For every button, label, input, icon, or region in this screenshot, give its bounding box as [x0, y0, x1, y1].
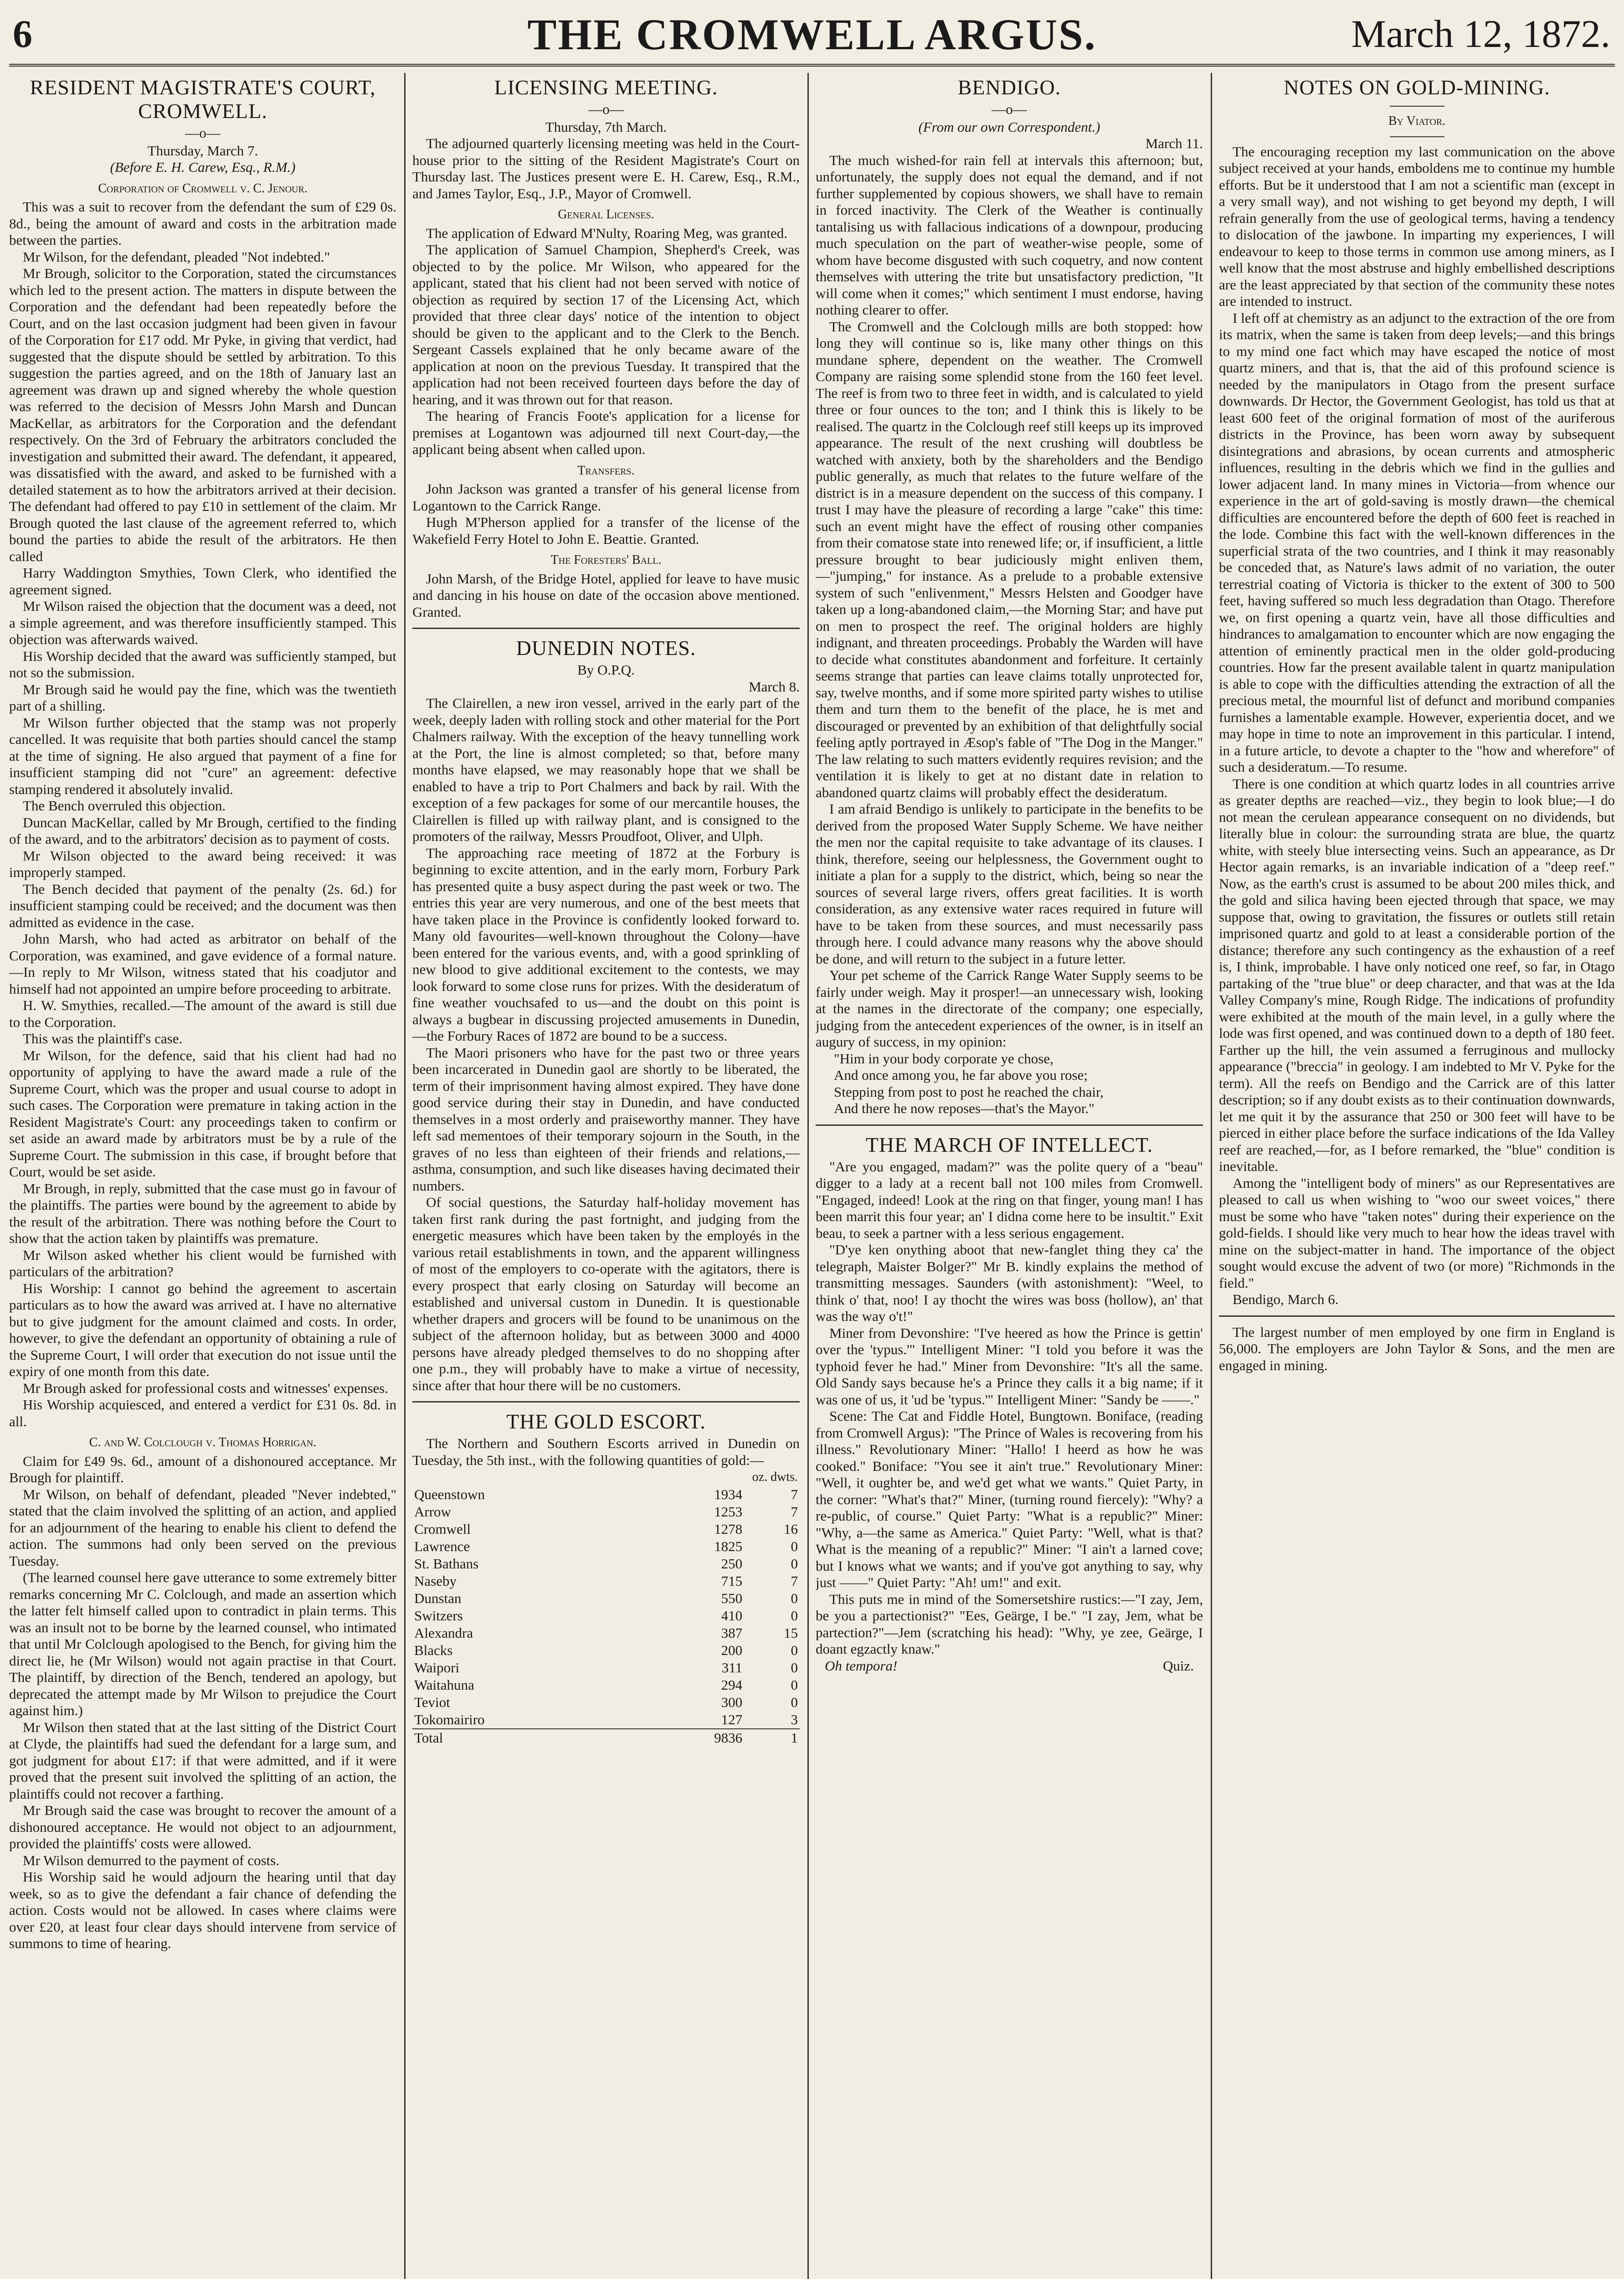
table-row: [412, 1503, 800, 1521]
paragraph: Mr Brough said he would pay the fine, which was the twentieth part of a shilling.: [9, 681, 396, 714]
escort-dwt: 7: [791, 1573, 798, 1589]
escort-oz: 127: [721, 1712, 743, 1727]
dunedin-heading: DUNEDIN NOTES.: [516, 636, 696, 660]
section-divider: [412, 1401, 800, 1402]
paragraph: The Maori prisoners who have for the past two or three years been incarcerated in Dunedin gaol are shortly to be liberated, the term of their imprisonment having almost expired. They have done good service during their stay in Dunedin, and have conducted themselves in a most orderly and praiseworthy manner. They have left sad mementoes of their temporary sojourn in the South, in the graves of no less than eighteen of their friends and relations,—asthma, consumption, and such like diseases having decimated their numbers.: [412, 1044, 800, 1194]
paragraph: Miner from Devonshire: "I've heered as how the Prince is gettin' over the 'typus.'" Intelligent Miner: "I told you before it was the typhoid fever he had." Miner from Devonshire: "It's all the same. Old Sandy says because he's a Prince they calls it a big name; if it was one of us, it 'ud be 'typus.'" Intelligent Miner: "Sandy be ——.": [816, 1325, 1203, 1408]
paragraph: H. W. Smythies, recalled.—The amount of the award is still due to the Corporation.: [9, 997, 396, 1030]
paragraph: Mr Brough said the case was brought to recover the amount of a dishonoured acceptance. He would not object to an adjournment, provided the plaintiffs' costs were allowed.: [9, 1802, 396, 1851]
bendigo-date: March 11.: [1145, 135, 1203, 151]
paragraph: "D'ye ken onything aboot that new-fanglet thing they ca' the telegraph, Maister Bolger?" Mr B. kindly explains the method of transmitting messages. Saunders (with astonishment): "Weel, to think o' that, noo! I ay thocht the wires was boss (hollow), an' that was the way o't!": [816, 1242, 1203, 1324]
paragraph: The encouraging reception my last communication on the above subject received at your hands, emboldens me to continue my humble efforts. But be it understood that I am not a scientific man (except in a very small way), and not wishing to get beyond my depth, I will refrain generally from the use of geological terms, having a tendency to dislocation of the jawbone. In imparting my experiences, I will endeavour to keep to those terms in common use among miners, as I well know that the most abstruse and highly embellished descriptions are the least appreciated by that section of the community these notes are intended to instruct.: [1219, 143, 1615, 309]
escort-oz: 1825: [714, 1538, 743, 1554]
short-rule: [1390, 136, 1444, 137]
escort-oz: 715: [721, 1573, 743, 1589]
paragraph: Mr Brough, in reply, submitted that the case must go in favour of the plaintiffs. The parties were bound by the agreement to abide by the result of the arbitration. There was nothing before the Court to show that the action taken by plaintiffs was premature.: [9, 1180, 396, 1246]
table-row: [412, 1486, 800, 1503]
ball-paragraph: John Marsh, of the Bridge Hotel, applied for leave to have music and dancing in his house on date of the occasion above mentioned. Granted.: [412, 570, 800, 620]
page-number: 6: [13, 12, 32, 56]
escort-oz: 250: [721, 1556, 743, 1572]
licensing-dateline: Thursday, 7th March.: [545, 119, 667, 135]
escort-intro: The Northern and Southern Escorts arrived in Dunedin on Tuesday, the 5th inst., with the following quantities of gold:—: [412, 1435, 800, 1468]
bendigo-byline: (From our own Correspondent.): [918, 119, 1100, 135]
table-row: [412, 1538, 800, 1555]
escort-oz: 410: [721, 1608, 743, 1624]
paragraph: Mr Brough, solicitor to the Corporation, stated the circumstances which led to the present action. The matters in dispute between the Corporation and the defendant had been repeatedly before the Court, and on the last occasion judgment had been given in favour of the Corporation for £17 odd. Mr Pyke, in giving that verdict, had suggested that the dispute should be settled by arbitration. To this suggestion the parties agreed, and on the 18th of January last an agreement was drawn up and signed whereby the whole question was referred to the decision of Messrs John Marsh and Duncan MacKellar, as arbitrators for the Corporation and the defendant respectively. On the 3rd of February the arbitrators concluded the investigation and submitted their award. The defendant, it appeared, was dissatisfied with the award, and asked to be furnished with a detailed statement as to how the arbitrators arrived at their decision. The defendant had offered to pay £10 in settlement of the claim. Mr Brough quoted the last clause of the agreement referred to, which bound the parties to abide the result of the arbitrators. He then called: [9, 265, 396, 564]
dash-ornament: —o—: [588, 101, 624, 117]
escort-place: Tokomairiro: [414, 1712, 485, 1727]
march-heading: THE MARCH OF INTELLECT.: [865, 1133, 1153, 1156]
column-bendigo-march: [816, 73, 1203, 2279]
escort-dwt: 7: [791, 1486, 798, 1502]
escort-place: Queenstown: [414, 1486, 485, 1502]
escort-dwt: 16: [784, 1521, 798, 1537]
paragraph: Mr Brough asked for professional costs and witnesses' expenses.: [23, 1380, 388, 1396]
table-row: [412, 1676, 800, 1694]
escort-oz: 294: [721, 1677, 743, 1693]
paragraph: Harry Waddington Smythies, Town Clerk, who identified the agreement signed.: [9, 565, 396, 598]
escort-place: Arrow: [414, 1504, 451, 1520]
verse-line: And once among you, he far above you rose;: [834, 1067, 1088, 1083]
paragraph: Duncan MacKellar, called by Mr Brough, certified to the finding of the award, and to the arbitrators' decision as to payment of costs.: [9, 814, 396, 847]
paragraph: The hearing of Francis Foote's application for a license for premises at Logantown was adjourned till next Court-day,—the applicant being absent when called upon.: [412, 408, 800, 457]
table-row: [412, 1659, 800, 1676]
escort-dwt: 0: [791, 1538, 798, 1554]
escort-oz: 387: [721, 1625, 743, 1641]
paragraph: Hugh M'Pherson applied for a transfer of the license of the Wakefield Ferry Hotel to John E. Beattie. Granted.: [412, 514, 800, 547]
paragraph: This was a suit to recover from the defendant the sum of £29 0s. 8d., being the amount of award and costs in the arbitration made between the parties.: [9, 199, 396, 248]
table-row: [412, 1624, 800, 1642]
escort-place: Switzers: [414, 1608, 463, 1624]
bendigo-heading: BENDIGO.: [957, 76, 1061, 99]
gold-escort-table: [412, 1469, 800, 1747]
dunedin-byline: By O.P.Q.: [577, 662, 635, 678]
escort-oz: 1934: [714, 1486, 743, 1502]
table-row: [412, 1590, 800, 1607]
table-row: [412, 1607, 800, 1624]
paragraph: The Bench overruled this objection.: [23, 798, 226, 814]
column-rule: [807, 73, 809, 2279]
paragraph: Claim for £49 9s. 6d., amount of a dishonoured acceptance. Mr Brough for plaintiff.: [9, 1453, 396, 1485]
escort-dwt: 0: [791, 1694, 798, 1710]
verse-line: Stepping from post to post he reached the chair,: [834, 1083, 1104, 1100]
escort-dwt: 0: [791, 1590, 798, 1606]
paragraph: His Worship said he would adjourn the hearing until that day week, so as to give the defendant a fair chance of defending the action. Costs would not be allowed. In cases where claims were over £20, at least four clear days should intervene from service of summons to time of hearing.: [9, 1869, 396, 1951]
escort-oz: 550: [721, 1590, 743, 1606]
dunedin-body: [412, 695, 800, 1394]
case-title: C. and W. Colclough v. Thomas Horrigan.: [89, 1435, 317, 1449]
escort-dwt: 0: [791, 1556, 798, 1572]
escort-oz: 1253: [714, 1504, 743, 1520]
paragraph: Mr Wilson raised the objection that the document was a deed, not a simple agreement, and was therefore insufficiently stamped. This objection was afterwards waived.: [9, 598, 396, 647]
gold-mining-heading: NOTES ON GOLD-MINING.: [1284, 76, 1550, 99]
paragraph: Mr Wilson demurred to the payment of costs.: [23, 1852, 279, 1868]
subhead-general-licenses: General Licenses.: [558, 207, 654, 222]
paragraph: This was the plaintiff's case.: [23, 1031, 183, 1047]
signoff-author: Quiz.: [1162, 1657, 1194, 1674]
licensing-intro: The adjourned quarterly licensing meeting was held in the Court-house prior to the sitting of the Resident Magistrate's Court on Thursday last. The Justices present were E. H. Carew, Esq., R.M., and James Taylor, Esq., J.P., Mayor of Cromwell.: [412, 135, 800, 201]
section-divider: [816, 1124, 1203, 1126]
escort-place: Waitahuna: [414, 1677, 474, 1693]
paragraph: The application of Samuel Champion, Shepherd's Creek, was objected to by the police. Mr Wilson, who appeared for the applicant, stated that his client had not been served with notice of objection as required by section 17 of the Licensing Act, which provided that three clear days' notice of the intention to object should be given to the applicant and to the Clerk to the Bench. Sergeant Cassels explained that he only became aware of the application at noon on the previous Tuesday. It transpired that the application had not been received fourteen days before the day of hearing, and it was thrown out for that reason.: [412, 242, 800, 407]
paragraph: This puts me in mind of the Somersetshire rustics:—"I zay, Jem, be you a partectionist?" "Ees, Geärge, I be." "I zay, Jem, what be partection?"—Jem (scratching his head): "Why, ye zee, Geärge, I doant egzactly knaw.": [816, 1591, 1203, 1657]
section-divider: [1219, 1315, 1615, 1317]
paragraph: Mr Wilson further objected that the stamp was not properly cancelled. It was requisite that both parties should cancel the stamp at the time of signing. He also argued that payment of a fine for insufficient stamping did not "cure" an agreement: defective stamping rendered it absolutely invalid.: [9, 714, 396, 797]
verse: [816, 1051, 1203, 1117]
paragraph: The much wished-for rain fell at intervals this afternoon; but, unfortunately, the supply does not equal the demand, and if not further supplemented by copious showers, we shall have to remain in forced inactivity. The Clerk of the Weather is continually tantalising us with fallacious indications of a downpour, producing much speculation on the part of weather-wise people, some of whom have become disgusted with such coquetry, and now content themselves with uttering the trite but unsatisfactory prediction, "It will come when it comes;" which sentiment I must endorse, having nothing clearer to offer.: [816, 152, 1203, 318]
verse-line: And there he now reposes—that's the Mayor.": [834, 1100, 1095, 1116]
escort-dwt: 3: [791, 1712, 798, 1727]
escort-place: Lawrence: [414, 1538, 470, 1554]
verse-line: "Him in your body corporate ye chose,: [834, 1050, 1054, 1067]
court-heading: RESIDENT MAGISTRATE'S COURT, CROMWELL.: [30, 76, 376, 123]
mining-note: The largest number of men employed by one firm in England is 56,000. The employers are John Taylor & Sons, and the men are engaged in mining.: [1219, 1324, 1615, 1373]
case-body: [9, 1453, 396, 1952]
paragraph: I am afraid Bendigo is unlikely to participate in the benefits to be derived from the proposed Water Supply Scheme. We have neither the men nor the capital requisite to take advantage of its clauses. I think, therefore, seeing our helplessness, the Government ought to initiate a plan for a supply to the district, which, being so near the sources of several large rivers, offers great facilities. It is worth consideration, as any extensive water races required in future will have to be taken from these sources, and must necessarily pass through here. I could advance many reasons why the above should be done, and will return to the subject in a future letter.: [816, 801, 1203, 967]
paragraph: There is one condition at which quartz lodes in all countries arrive as greater depths are reached—viz., they begin to look blue;—I do not mean the cerulean appearance consequent on no dividends, but literally blue in colour: the surrounding strata are blue, the quartz white, with steely blue intersecting veins. Such an appearance, as Dr Hector again remarks, is an invariable indication of a "deep reef." Now, as the earth's crust is assumed to be about 200 miles thick, and the gold and silica having been ejected through that space, we may suppose that, owing to gravitation, the fissures or outlets still retain imprisoned quartz and gold to at least a considerable portion of the distance; therefore any such contingency as the exhaustion of a reef is, I think, improbable. I have only noticed one reef, so far, in Otago partaking of the "true blue" or deep character, and that was at the Ida Valley Company's mine, Rough Ridge. The indications of profundity were exhibited at the mouth of the main level, in a gully where the lode was first opened, and was continued down to a depth of 180 feet. Farther up the hill, the vein assumed a ferruginous and mullocky appearance ("breccia" in geology. I am indebted to Mr V. Pyke for the term). All the reefs on Bendigo and the Carrick are of this latter description; so if any doubt exists as to their continuation downwards, let me quit it by the assurance that 250 or 300 feet will have to be pierced in either place before the surface indications of the Ida Valley reef are reached,—for, as I before remarked, the "blue" condition is inevitable.: [1219, 775, 1615, 1174]
court-presiding: (Before E. H. Carew, Esq., R.M.): [110, 159, 296, 175]
paragraph: (The learned counsel here gave utterance to some extremely bitter remarks concerning Mr C. Colclough, and made an assertion which the latter felt himself called upon to contradict in plain terms. This was an insult not to be borne by the learned counsel, who intimated that until Mr Colclough apologised to the Bench, for giving him the direct lie, he (Mr Wilson) would not again practise in that Court. The plaintiff, by direction of the Bench, tendered an apology, but deprecated the attempt made by Mr Wilson to prejudice the Court against him.): [9, 1569, 396, 1718]
escort-dwt: 0: [791, 1660, 798, 1676]
transfers-body: [412, 481, 800, 547]
dunedin-date: March 8.: [749, 678, 800, 695]
table-row: [412, 1555, 800, 1573]
paragraph: Among the "intelligent body of miners" as our Representatives are pleased to call us when wishing to "woo our sweet voices," there must be some who have "taken notes" during their experience on the gold-fields. I should like very much to hear how the ideas travel with mine on the subject-matter in hand. The importance of the object sought would excuse the advent of two (or more) "Richmonds in the field.": [1219, 1175, 1615, 1291]
paragraph: Mr Wilson, on behalf of defendant, pleaded "Never indebted," stated that the claim involved the splitting of an action, and applied for an adjournment of the hearing to enable his client to defend the action. The summons had only been served on the previous Tuesday.: [9, 1486, 396, 1569]
section-divider: [412, 628, 800, 629]
court-dateline: Thursday, March 7.: [147, 142, 258, 159]
march-body: [816, 1159, 1203, 1658]
gold-mining-body: [1219, 144, 1615, 1292]
escort-oz: 300: [721, 1694, 743, 1710]
table-row: [412, 1521, 800, 1538]
escort-oz: 1278: [714, 1521, 743, 1537]
paragraph: "Are you engaged, madam?" was the polite query of a "beau" digger to a lady at a recent ball not 100 miles from Cromwell. "Engaged, indeed! Look at the ring on that finger, young man! I has been marrit this four year; an' I didna come here to be insultit." Exit beau, to seek a partner with a less serious engagement.: [816, 1158, 1203, 1241]
escort-place: Naseby: [414, 1573, 457, 1589]
escort-dwt: 0: [791, 1608, 798, 1624]
dash-ornament: —o—: [185, 125, 221, 141]
paragraph: His Worship acquiesced, and entered a verdict for £31 0s. 8d. in all.: [9, 1397, 396, 1429]
units-header: oz. dwts.: [752, 1470, 798, 1484]
bendigo-body: [816, 152, 1203, 1051]
column-court-report: [9, 73, 396, 2279]
paragraph: The Bench decided that payment of the penalty (2s. 6d.) for insufficient stamping could be received; and the document was then admitted as evidence in the case.: [9, 881, 396, 930]
escort-oz: 311: [721, 1660, 743, 1676]
paragraph: John Marsh, who had acted as arbitrator on behalf of the Corporation, was examined, and gave evidence of a formal nature.—In reply to Mr Wilson, witness stated that his coadjutor and himself had not appointed an umpire before proceeding to arbitrate.: [9, 931, 396, 997]
escort-place: Alexandra: [414, 1625, 473, 1641]
paragraph: Your pet scheme of the Carrick Range Water Supply seems to be fairly under weigh. May it prosper!—an unnecessary wish, looking at the names in the directorate of the company; one especially, judging from the antecedent experiences of the owner, is in itself an augury of success, in my opinion:: [816, 967, 1203, 1050]
subhead-transfers: Transfers.: [577, 463, 635, 478]
escort-oz: 200: [721, 1642, 743, 1658]
escort-place: Teviot: [414, 1694, 450, 1710]
paragraph: Mr Wilson then stated that at the last sitting of the District Court at Clyde, the plaintiffs had sued the defendant for a large sum, and got judgment for about £17: if that were admitted, and if it were proved that the present suit involved the splitting of an action, the plaintiffs could not recover a farthing.: [9, 1719, 396, 1802]
total-dwt: 1: [744, 1729, 800, 1747]
escort-place: St. Bathans: [414, 1556, 479, 1572]
total-label: Total: [412, 1729, 644, 1747]
short-rule: [1390, 106, 1444, 107]
column-gold-mining: [1219, 73, 1615, 2279]
paragraph: John Jackson was granted a transfer of his general license from Logantown to the Carrick Range.: [412, 481, 800, 514]
escort-place: Blacks: [414, 1642, 453, 1658]
table-row: [412, 1642, 800, 1659]
escort-dwt: 0: [791, 1677, 798, 1693]
escort-dwt: 0: [791, 1642, 798, 1658]
signoff-quote: Oh tempora!: [825, 1657, 898, 1674]
escort-dwt: 15: [784, 1625, 798, 1641]
column-rule: [1211, 73, 1212, 2279]
table-row: [412, 1573, 800, 1590]
escort-dwt: 7: [791, 1504, 798, 1520]
issue-date: March 12, 1872.: [1351, 12, 1610, 56]
escort-place: Cromwell: [414, 1521, 471, 1537]
subhead-foresters-ball: The Foresters' Ball.: [550, 553, 662, 567]
paragraph: The Cromwell and the Colclough mills are both stopped: how long they will continue so is, like many other things on this mundane sphere, dependent on the weather. The Cromwell Company are raising some splendid stone from the 160 feet level. The reef is from two to three feet in width, and is calculated to yield three or four ounces to the ton; and I think this is likely to be realised. The quartz in the Colclough reef still keeps up its improved appearance. The result of the next crushing will doubtless be watched with anxiety, both by the shareholders and the Bendigo public generally, as much that relates to the future welfare of the district is in a measure dependent on the success of this company. I trust I may have the pleasure of recording a large "cake" this time: such an event might have the effect of rousing other companies from their comatose state into renewed life; or, if insufficient, a little pressure brought to bear judiciously might enliven them,—"jumping," for instance. As a prelude to a probable extensive system of such "enlivenment," Messrs Helsten and Goodger have taken up a long-abandoned claim,—the Morning Star; and have put on men to prospect the reef. The original holders are highly indignant, and threaten proceedings. Probably the Warden will have to decide what constitutes abandonment and forfeiture. It certainly seems strange that parties can leave claims totally unprotected for, say, twelve months, and if some more spirited party wishes to utilise them and turn them to the benefit of the place, he is met and discouraged or prevented by an exhibition of that delightfully social feeling aptly portrayed in Æsop's fable of "The Dog in the Manger." The law relating to such matters evidently requires revision; and the ventilation it is likely to get at no distant date in relation to abandoned quartz claims will probably effect the desideratum.: [816, 318, 1203, 800]
paragraph: Scene: The Cat and Fiddle Hotel, Bungtown. Boniface, (reading from Cromwell Argus): "The Prince of Wales is recovering from his illness." Revolutionary Miner: "Hallo! I heerd as how he was cooked." Boniface: "You see it ain't true." Revolutionary Miner: "Well, it oughter be, and we'd get what we wants." Quiet Party, in the corner: "What's that?" Miner, (turning round fiercely): "Why? a re-public, of course." Quiet Party: "What is a republic?" Miner: "Why, a—the same as America." Quiet Party: "Well, what is that? What is the meaning of a republic?" Miner: "I ain't a larned cove; but I knows what we wants; and if you've got anything to say, why just ——" Quiet Party: "Ah! um!" and exit.: [816, 1408, 1203, 1590]
paragraph: Of social questions, the Saturday half-holiday movement has taken first rank during the past fortnight, and judging from the energetic measures which have been taken by the employés in the various retail establishments in town, and the apparent willingness of most of the employers to co-operate with the agitators, there is every prospect that early closing on Saturday will become an established and universal custom in Dunedin. It is questionable whether drapers and grocers will be found to be unanimous on the subject of the afternoon holiday, but as between 3000 and 4000 persons have already pledged themselves to do no shopping after one p.m., they will probably have to make a virtue of necessity, since after that hour there will be no customers.: [412, 1194, 800, 1393]
dash-ornament: —o—: [992, 101, 1027, 117]
masthead: [9, 4, 1615, 67]
paragraph: His Worship: I cannot go behind the agreement to ascertain particulars as to how the award was arrived at. I have no alternative but to give judgment for the amount claimed and costs. In order, however, to give the defendant an opportunity of obtaining a rule of the Supreme Court, I will order that execution do not issue until the expiry of one month from this date.: [9, 1280, 396, 1379]
licensing-heading: LICENSING MEETING.: [494, 76, 718, 99]
paragraph: Mr Wilson, for the defendant, pleaded "Not indebted.": [23, 248, 330, 265]
gold-escort-heading: THE GOLD ESCORT.: [506, 1410, 706, 1433]
paragraph: The Clairellen, a new iron vessel, arrived in the early part of the week, deeply laden with rolling stock and other material for the Port Chalmers railway. With the exception of the heavy tunnelling work at the Port, the line is almost completed; so that, before many months have elapsed, we may reasonably hope that we shall be enabled to have a trip to Port Chalmers and back by rail. With the exception of a few packages for some of our mercantile houses, the Clairellen is filled up with railway plant, and is consigned to the promoters of the railway, Messrs Proudfoot, Oliver, and Ulph.: [412, 695, 800, 844]
gold-mining-signoff: Bendigo, March 6.: [1233, 1291, 1339, 1307]
paragraph: His Worship decided that the award was sufficiently stamped, but not so the submission.: [9, 648, 396, 681]
paragraph: Mr Wilson asked whether his client would be furnished with particulars of the arbitration?: [9, 1247, 396, 1279]
newspaper-title: THE CROMWELL ARGUS.: [527, 10, 1097, 59]
column-rule: [404, 73, 406, 2279]
paragraph: Mr Wilson, for the defence, said that his client had had no opportunity of applying to have the award made a rule of the Supreme Court, which was the proper and usual course to adopt in such cases. The Corporation were premature in taking action in the Resident Magistrate's Court: any proceedings taken to confirm or set aside an award made by arbitrators must be by a rule of the Supreme Court. The submission in this case, if brought before that Court, would be set aside.: [9, 1047, 396, 1180]
total-oz: 9836: [644, 1729, 744, 1747]
march-signoff: [816, 1658, 1203, 1675]
case-title: Corporation of Cromwell v. C. Jenour.: [98, 181, 308, 196]
table-row: [412, 1711, 800, 1729]
paragraph: Mr Wilson objected to the award being received: it was improperly stamped.: [9, 847, 396, 880]
column-licensing-dunedin: [412, 73, 800, 2279]
escort-place: Waipori: [414, 1660, 460, 1676]
gold-mining-byline: By Viator.: [1388, 114, 1446, 128]
paragraph: The application of Edward M'Nulty, Roaring Meg, was granted.: [426, 225, 788, 241]
paragraph: The approaching race meeting of 1872 at the Forbury is beginning to excite attention, and in the early morn, Forbury Park has presented quite a busy aspect during the past week or two. The entries this year are very numerous, and one of the best meets that have taken place in the Province is confidently looked forward to. Many old favourites—well-known throughout the Colony—have been entered for the various events, and, with a good sprinkling of new blood to give additional excitement to the contests, we may look forward to some close runs for prizes. With the desideratum of fine weather vouchsafed to us—and the doubt on this point is always a bugbear in discussing projected amusements in Dunedin,—the Forbury Races of 1872 are bound to be a success.: [412, 845, 800, 1044]
paragraph: I left off at chemistry as an adjunct to the extraction of the ore from its matrix, when the same is taken from deep levels;—and this brings to my mind one fact which may have escaped the notice of most quartz miners, and that is, that the aid of this profound science is needed by the manipulators in Otago from the present surface downwards. Dr Hector, the Government Geologist, has told us that at least 600 feet of the original formation of most of the auriferous districts in the Province, has been worn away by subsequent disintegrations and abrasions, by ocean currents and atmospheric influences, resulting in the debris which we find in the gullies and lower adjacent land. In many mines in Victoria—from whence our experience in the art of gold-saving is mostly drawn—the chemical difficulties are encountered before the depth of 600 feet is reached in the lode. Combine this fact with the well-known differences in the superficial strata of the two countries, and I think it may reasonably be conceded that, as Nature's laws admit of no variation, the outer terrestrial coating of Victoria is thicker to the extent of 300 to 500 feet, having suffered so much less degradation than Otago. Therefore we, on first opening a quartz vein, have all those difficulties and hindrances to amalgamation to encounter which are now engaging the attention of eminently practical men in the older gold-producing countries. How far the present available talent in quartz manipulation is able to cope with the difficulties attending the extraction of all the precious metal, the mournful list of defunct and moribund companies furnishes a lamentable example. However, experientia docet, and we may hope in time to note an improvement in this particular. I intend, in a future article, to devote a chapter to the "how and wherefore" of such a desideratum.—To resume.: [1219, 309, 1615, 775]
table-row: [412, 1694, 800, 1711]
escort-place: Dunstan: [414, 1590, 462, 1606]
case-body: [9, 199, 396, 1430]
general-licenses-body: [412, 225, 800, 458]
